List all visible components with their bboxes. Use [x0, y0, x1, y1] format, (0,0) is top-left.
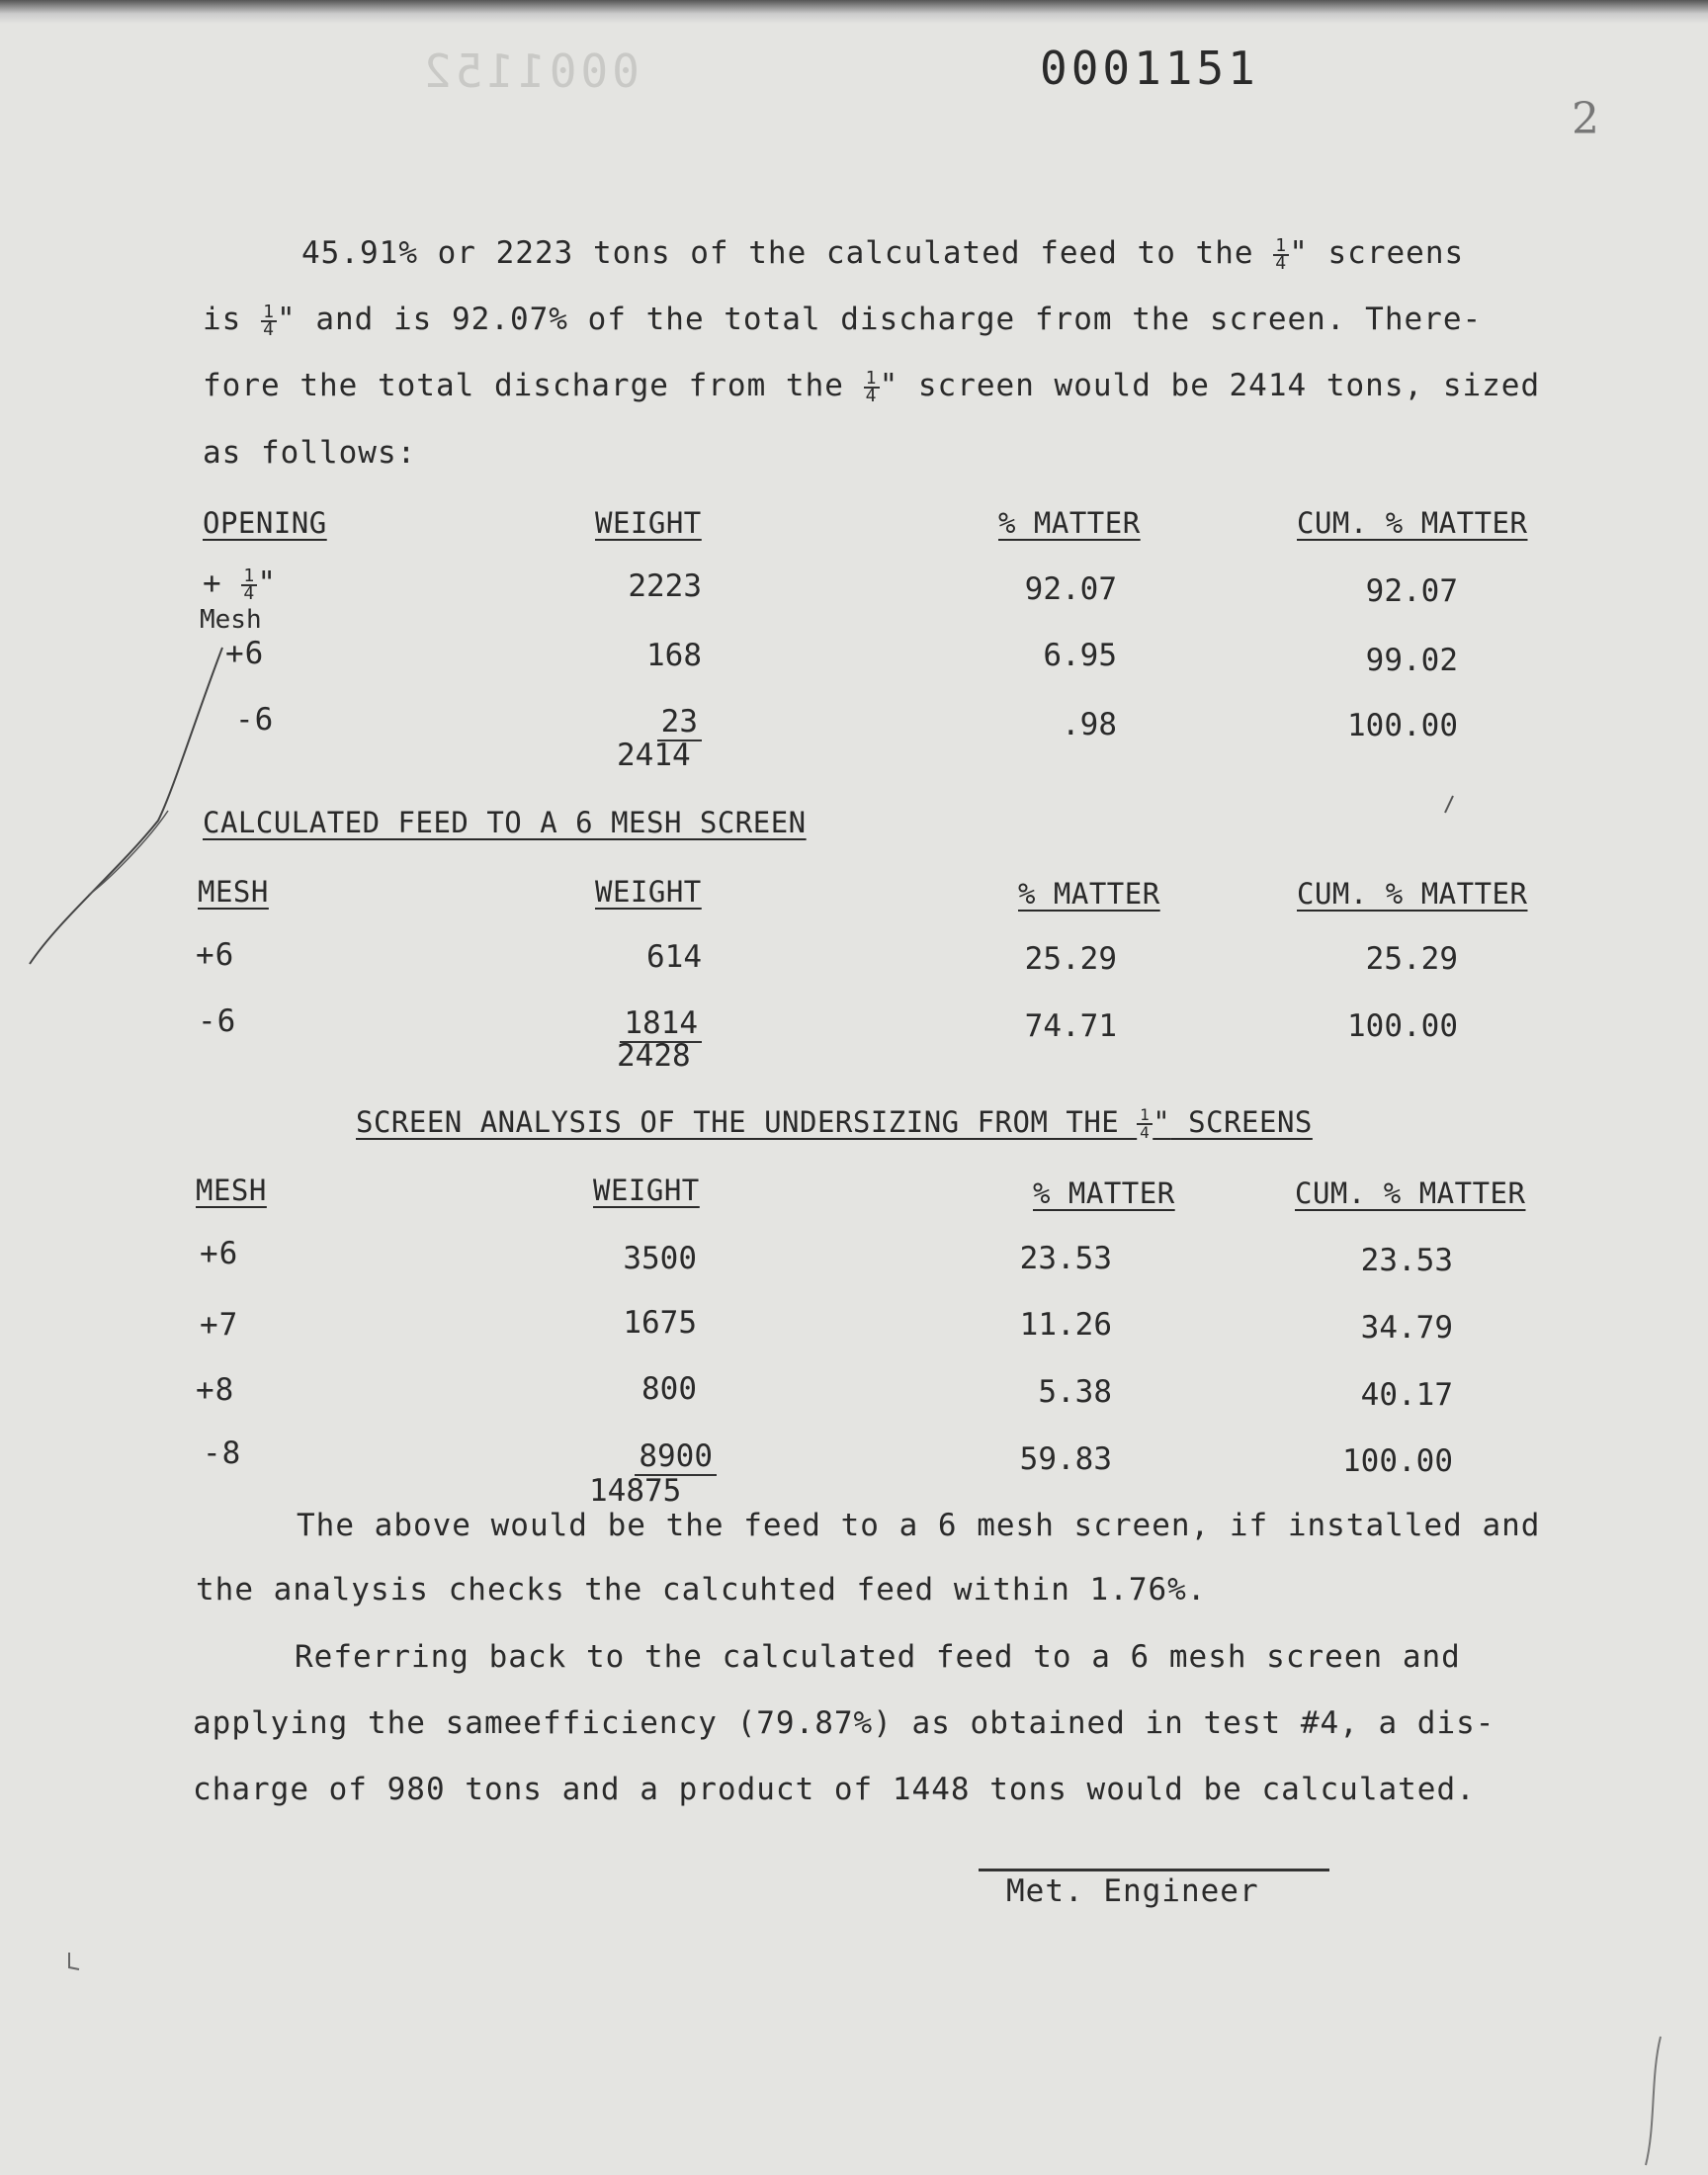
- intro-line-4: as follows:: [203, 435, 417, 471]
- cell-weight: 2223: [628, 568, 702, 604]
- intro-line-3: fore the total discharge from the $\frac{1}{4}$ " screen would be 2414 tons, sized: [203, 367, 1541, 406]
- intro-line-2: is $\frac{1}{4}$ " and is 92.07% of the total discharge from the screen. There-: [203, 301, 1483, 340]
- pen-corner-mark: [69, 1953, 79, 1969]
- table-row: -8: [203, 1436, 242, 1471]
- col-header-matter: % MATTER: [1018, 877, 1160, 911]
- cell-cum: 40.17: [1360, 1377, 1453, 1413]
- col-header-matter: % MATTER: [1033, 1176, 1175, 1210]
- cell-weight: 23: [554, 704, 702, 740]
- cell-cum: 23.53: [1360, 1243, 1453, 1278]
- cell-matter: 92.07: [1024, 571, 1117, 607]
- table-row: -6: [235, 702, 275, 738]
- col-header-cum-matter: CUM. % MATTER: [1295, 1176, 1526, 1210]
- col-header-matter: % MATTER: [998, 506, 1141, 540]
- col-header-cum-matter: CUM. % MATTER: [1297, 877, 1528, 911]
- cell-weight: 1675: [623, 1305, 697, 1341]
- col-header-weight: WEIGHT: [595, 875, 702, 909]
- table-row: +7: [200, 1307, 239, 1343]
- cell-cum: 34.79: [1360, 1310, 1453, 1346]
- quarter-inch-fraction: $\frac{1}{4}$: [1273, 238, 1289, 272]
- cell-weight: 800: [641, 1371, 697, 1407]
- cell-matter: 11.26: [1019, 1307, 1112, 1343]
- closing-p2-line-1: Referring back to the calculated feed to a 6 mesh screen and: [295, 1639, 1461, 1675]
- page-number-mark: 2: [1572, 94, 1599, 144]
- intro-line-1-tail: screens: [1308, 235, 1465, 271]
- cell-weight: 614: [646, 939, 702, 975]
- cell-cum: 25.29: [1365, 941, 1458, 977]
- section-title: SCREEN ANALYSIS OF THE UNDERSIZING FROM THE $\frac{1}{4}$ " SCREENS: [356, 1105, 1313, 1142]
- table-row: +6: [196, 937, 235, 973]
- cell-cum: 100.00: [1347, 1008, 1458, 1044]
- cell-matter: 5.38: [1038, 1374, 1112, 1410]
- cell-cum: 92.07: [1365, 573, 1458, 609]
- quarter-inch-fraction: $\frac{1}{4}$: [261, 304, 277, 338]
- cell-weight: 8900: [568, 1438, 717, 1474]
- column-total: 2414: [617, 738, 691, 773]
- pen-stroke-mark: [1646, 2037, 1661, 2165]
- cell-cum: 100.00: [1347, 708, 1458, 743]
- closing-p2-line-2: applying the sameefficiency (79.87%) as obtained in test #4, a dis-: [193, 1705, 1495, 1741]
- intro-line-1-text: 45.91% or 2223 tons of the calculated feed to the: [301, 235, 1274, 271]
- cell-matter: .98: [1062, 707, 1117, 742]
- table-row: +8: [196, 1372, 235, 1408]
- col-header-weight: WEIGHT: [595, 506, 702, 540]
- cell-matter: 6.95: [1043, 638, 1117, 673]
- cell-matter: 74.71: [1024, 1008, 1117, 1044]
- closing-p1-line-2: the analysis checks the calcuhted feed within 1.76%.: [196, 1572, 1207, 1608]
- closing-p2-line-3: charge of 980 tons and a product of 1448 tons would be calculated.: [193, 1772, 1476, 1807]
- cell-weight: 168: [646, 638, 702, 673]
- cell-weight: 3500: [623, 1241, 697, 1276]
- col-header-opening: OPENING: [203, 506, 327, 540]
- col-header-mesh: MESH: [196, 1174, 267, 1207]
- intro-line-1: 45.91% or 2223 tons of the calculated feed to the $\frac{1}{4}$ " screens: [301, 234, 1465, 274]
- document-number-stamp: 0001151: [1040, 42, 1259, 95]
- pen-tick-mark: [1445, 796, 1453, 813]
- cell-matter: 59.83: [1019, 1441, 1112, 1477]
- cell-matter: 23.53: [1019, 1241, 1112, 1276]
- col-header-weight: WEIGHT: [593, 1174, 700, 1207]
- column-total: 14875: [589, 1473, 682, 1509]
- signature-title: Met. Engineer: [1006, 1873, 1259, 1909]
- table-row: +6: [200, 1236, 239, 1271]
- pen-stroke-mark: [30, 648, 222, 964]
- table-row: + $\frac{1}{4}$ ": [203, 565, 277, 604]
- table-row: -6: [198, 1003, 237, 1039]
- section-title: CALCULATED FEED TO A 6 MESH SCREEN: [203, 806, 807, 839]
- cell-weight: 1814: [554, 1005, 702, 1041]
- closing-p1-line-1: The above would be the feed to a 6 mesh screen, if installed and: [297, 1508, 1541, 1543]
- col-header-cum-matter: CUM. % MATTER: [1297, 506, 1528, 540]
- column-total: 2428: [617, 1038, 691, 1074]
- cell-cum: 99.02: [1365, 643, 1458, 678]
- table-row: +6: [225, 636, 265, 671]
- quarter-inch-fraction: $\frac{1}{4}$: [864, 371, 880, 404]
- mesh-label: Mesh: [200, 605, 262, 635]
- col-header-mesh: MESH: [198, 875, 269, 909]
- bleed-through-number: 0001152: [420, 44, 640, 98]
- cell-matter: 25.29: [1024, 941, 1117, 977]
- cell-cum: 100.00: [1342, 1443, 1453, 1479]
